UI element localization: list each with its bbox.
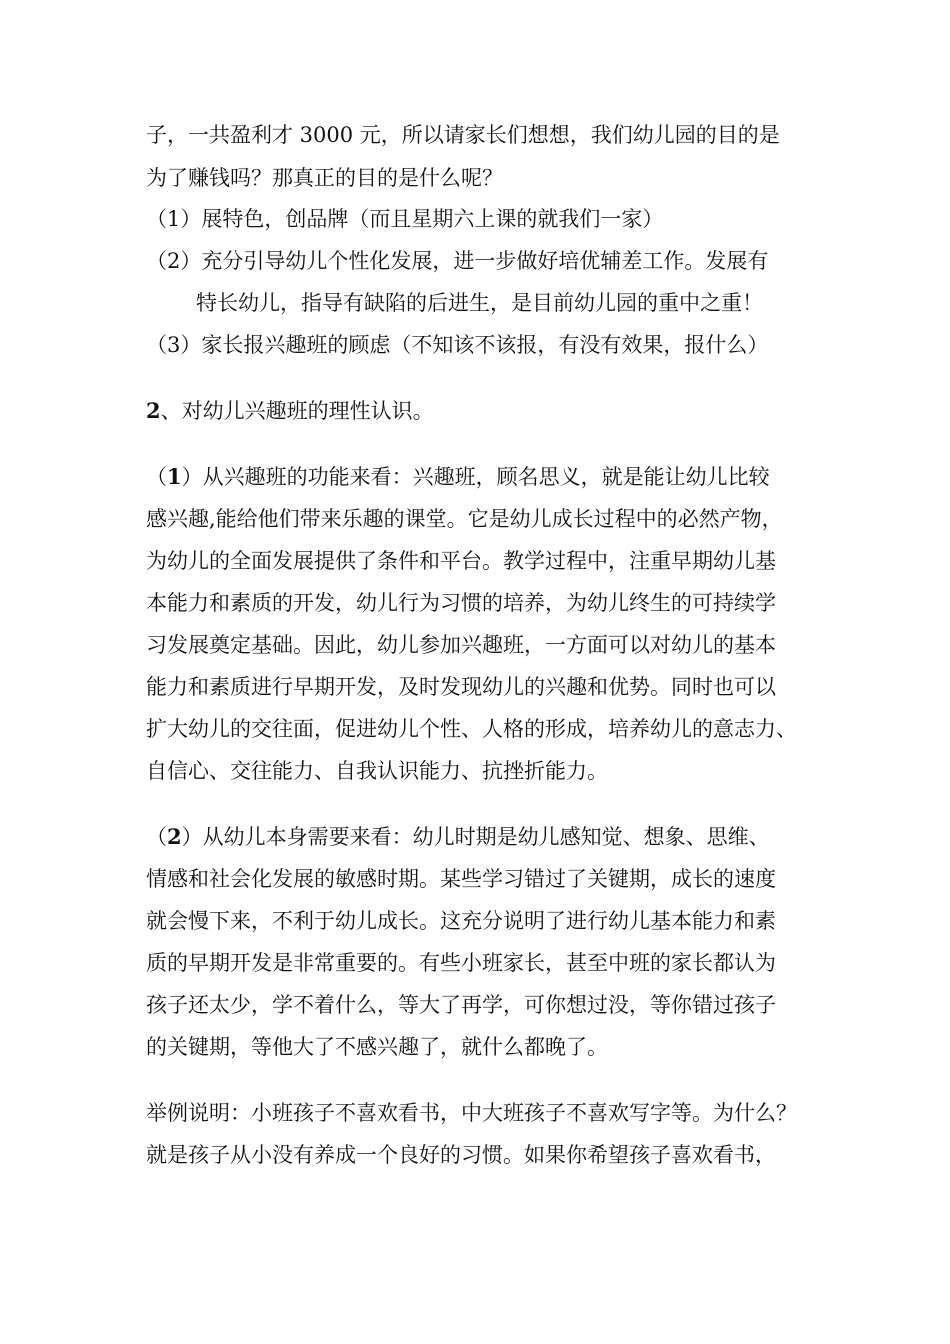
- para-1-line-5: 习发展奠定基础。因此，幼儿参加兴趣班，一方面可以对幼儿的基本: [146, 633, 776, 657]
- para-3-line-1: 举例说明：小班孩子不喜欢看书，中大班孩子不喜欢写字等。为什么？: [146, 1101, 797, 1125]
- para-1-number: 1: [167, 464, 182, 489]
- intro-line-1: 子，一共盈利才 3000 元，所以请家长们想想，我们幼儿园的目的是: [146, 123, 780, 147]
- list-item-3: （3）家长报兴趣班的顾虑（不知该不该报，有没有效果，报什么）: [146, 333, 769, 357]
- list-item-1: （1）展特色，创品牌（而且星期六上课的就我们一家）: [146, 207, 664, 231]
- para-1-line-6: 能力和素质进行早期开发，及时发现幼儿的兴趣和优势。同时也可以: [146, 675, 776, 699]
- para-2-open-paren: （: [146, 825, 167, 849]
- list-item-2-line-2: 特长幼儿，指导有缺陷的后进生，是目前幼儿园的重中之重！: [196, 291, 763, 315]
- section-2-number: 2: [146, 398, 161, 423]
- para-2-number: 2: [167, 824, 182, 849]
- para-2-first-text: ）从幼儿本身需要来看：幼儿时期是幼儿感知觉、想象、思维、: [181, 825, 770, 849]
- para-3-line-2: 就是孩子从小没有养成一个良好的习惯。如果你希望孩子喜欢看书，: [146, 1143, 776, 1167]
- section-2-title: 、对幼儿兴趣班的理性认识。: [160, 399, 434, 423]
- para-1-first-text: ）从兴趣班的功能来看：兴趣班，顾名思义，就是能让幼儿比较: [181, 465, 770, 489]
- section-2-heading: [146, 396, 434, 426]
- para-2-line-1: [146, 822, 770, 852]
- para-2-line-3: 就会慢下来，不利于幼儿成长。这充分说明了进行幼儿基本能力和素: [146, 909, 776, 933]
- para-1-line-7: 扩大幼儿的交往面，促进幼儿个性、人格的形成，培养幼儿的意志力、: [146, 717, 797, 741]
- para-2-line-4: 质的早期开发是非常重要的。有些小班家长，甚至中班的家长都认为: [146, 951, 776, 975]
- para-1-line-3: 为幼儿的全面发展提供了条件和平台。教学过程中，注重早期幼儿基: [146, 549, 776, 573]
- para-2-line-2: 情感和社会化发展的敏感时期。某些学习错过了关键期，成长的速度: [146, 867, 776, 891]
- para-1-line-2: 感兴趣,能给他们带来乐趣的课堂。它是幼儿成长过程中的必然产物，: [146, 507, 783, 531]
- para-1-line-4: 本能力和素质的开发，幼儿行为习惯的培养，为幼儿终生的可持续学: [146, 591, 776, 615]
- para-1-line-1: [146, 462, 770, 492]
- para-1-line-8: 自信心、交往能力、自我认识能力、抗挫折能力。: [146, 759, 608, 783]
- para-2-line-6: 的关键期，等他大了不感兴趣了，就什么都晚了。: [146, 1035, 608, 1059]
- para-1-open-paren: （: [146, 465, 167, 489]
- para-2-line-5: 孩子还太少，学不着什么，等大了再学，可你想过没，等你错过孩子: [146, 993, 776, 1017]
- list-item-2-line-1: （2）充分引导幼儿个性化发展，进一步做好培优辅差工作。发展有: [146, 249, 769, 273]
- intro-line-2: 为了赚钱吗？那真正的目的是什么呢？: [146, 166, 503, 190]
